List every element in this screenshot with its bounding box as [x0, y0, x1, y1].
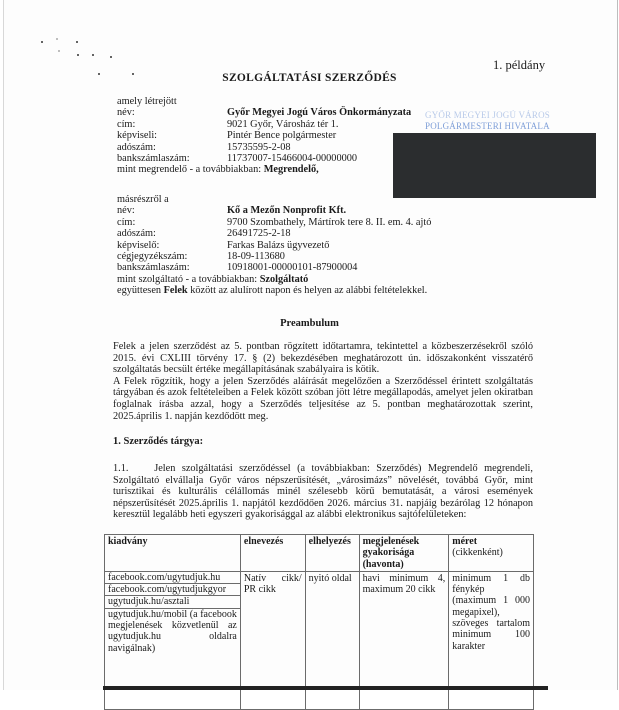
publications-table — [104, 534, 534, 710]
field-label: név: — [117, 205, 135, 217]
party-client-intro: amely létrejött — [117, 96, 177, 107]
section-1-heading: 1. Szerződés tárgya: — [113, 436, 204, 447]
header-publication: kiadvány — [105, 535, 241, 572]
together-text-end: között az alulírott napon és helyen az alábbi feltételekkel. — [187, 285, 428, 297]
header-placement: elhelyezés — [305, 535, 359, 572]
client-role: Megrendelő, — [263, 164, 319, 176]
stamp-line-1: GYŐR MEGYEI JOGÚ VÁROS — [425, 110, 550, 120]
header-size — [449, 535, 534, 572]
party-provider-block — [117, 194, 431, 297]
together-parties: Felek — [163, 285, 188, 297]
party-client-block — [117, 96, 411, 176]
field-label: cím: — [117, 118, 136, 130]
field-label: képviseli: — [117, 130, 158, 142]
size-cell: minimum 1 db fénykép (maximum 1 000 megapixel), szöveges tartalom minimum 100 karakter — [449, 571, 534, 709]
preamble-paragraph-2: A Felek rögzítik, hogy a jelen Szerződés aláírását megelőzően a Szerződéssel érintett szolgáltatás tárgyában és azok feltételeiben a Felek között szóban jött létre megállapodás, amelyet jelen okiratban foglalnak írásba azzal, hogy a Szerződés teljesítése az 5. pontban meghatározottak szerint, 2025.április 1. napján kezdődött meg. — [113, 375, 533, 422]
stamp-line-2: POLGÁRMESTERI HIVATALA — [425, 120, 550, 131]
provider-role-prefix: mint szolgáltató - a továbbiakban: — [117, 273, 260, 285]
client-address: 9021 Győr, Városház tér 1. — [227, 118, 339, 130]
party-provider-intro: másrészről a — [117, 194, 169, 205]
field-label: cégjegyzékszám: — [117, 251, 188, 263]
section-1-text — [113, 463, 533, 521]
publication-item: ugytudjuk.hu/asztali — [105, 596, 240, 608]
together-text: együttesen — [117, 285, 164, 297]
publication-item: facebook.com/ugytudjukgyor — [105, 584, 240, 596]
field-label: képviselő: — [117, 239, 160, 251]
provider-role: Szolgáltató — [259, 273, 309, 285]
client-tax-number: 15735595-2-08 — [227, 141, 291, 153]
provider-representative: Farkas Balázs ügyvezető — [227, 239, 330, 251]
field-label: adószám: — [117, 141, 156, 153]
field-label: bankszámlaszám: — [117, 262, 190, 274]
client-name: Győr Megyei Jogú Város Önkormányzata — [227, 107, 412, 119]
provider-address: 9700 Szombathely, Mártírok tere 8. II. em. 4. ajtó — [227, 216, 432, 228]
preamble-heading: Preambulum — [280, 318, 339, 329]
redaction-box — [393, 133, 596, 198]
client-representative: Pintér Bence polgármester — [227, 130, 337, 142]
field-label: név: — [117, 107, 135, 119]
redaction-bar-bottom — [103, 686, 548, 690]
document-title: SZOLGÁLTATÁSI SZERZŐDÉS — [222, 72, 397, 84]
client-role-prefix: mint megrendelő - a továbbiakban: — [117, 164, 264, 176]
header-size-sub: (cikkenként) — [452, 547, 503, 559]
field-label: bankszámlaszám: — [117, 153, 190, 165]
office-stamp — [425, 110, 550, 131]
placement-cell: nyitó oldal — [305, 571, 359, 709]
name-cell: Natív cikk/ PR cikk — [240, 571, 305, 709]
preamble-paragraph-1: Felek a jelen szerződést az 5. pontban rögzített időtartamra, tekintettel a közbeszerzésekről szóló 2015. évi CXLIII törvény 17. § (2) bekezdésében meghatározott ún. időszakonként visszatérő szolgáltatás becsült értéke megállapításának szabályaira is kötik. — [113, 341, 533, 376]
table-header-row — [105, 535, 534, 572]
client-bank-account: 11737007-15466004-00000000 — [227, 153, 358, 165]
header-size-label: méret — [452, 536, 478, 547]
copy-number: 1. példány — [493, 58, 546, 72]
header-frequency: megjelenések gyakorisága (havonta) — [359, 535, 449, 572]
clause-1-1: 1.1. Jelen szolgáltatási szerződéssel (a továbbiakban: Szerződés) Megrendelő megrendeli, Szolgáltató elvállalja Győr város népszerűsítését, „városimázs” növelését, továbbá Győr, mint turisztikai és kulturális célállomás minél szélesebb körű bemutatását, a városi események népszerűsítését 2025.április 1. napjától kezdődően 2026. március 31. napjáig bezárólag 12 hónapon keresztül legalább heti egyszeri gyakorisággal az alábbi elektronikus sajtófelületeken: — [113, 463, 533, 521]
header-name: elnevezés — [240, 535, 305, 572]
publication-item: facebook.com/ugytudjuk.hu — [105, 572, 240, 584]
field-label: cím: — [117, 216, 136, 228]
provider-name: Kő a Mezőn Nonprofit Kft. — [227, 205, 347, 217]
field-label: adószám: — [117, 228, 156, 240]
preamble-text — [113, 341, 533, 422]
publication-item: ugytudjuk.hu/mobil (a facebook megjelenések közvetlenül az ugytudjuk.hu oldalra navigálnak) — [108, 608, 237, 654]
provider-bank-account: 10918001-00000101-87900004 — [227, 262, 358, 274]
frequency-cell: havi minimum 4, maximum 20 cikk — [359, 571, 449, 709]
provider-company-reg-number: 18-09-113680 — [227, 251, 285, 263]
provider-tax-number: 26491725-2-18 — [227, 228, 291, 240]
